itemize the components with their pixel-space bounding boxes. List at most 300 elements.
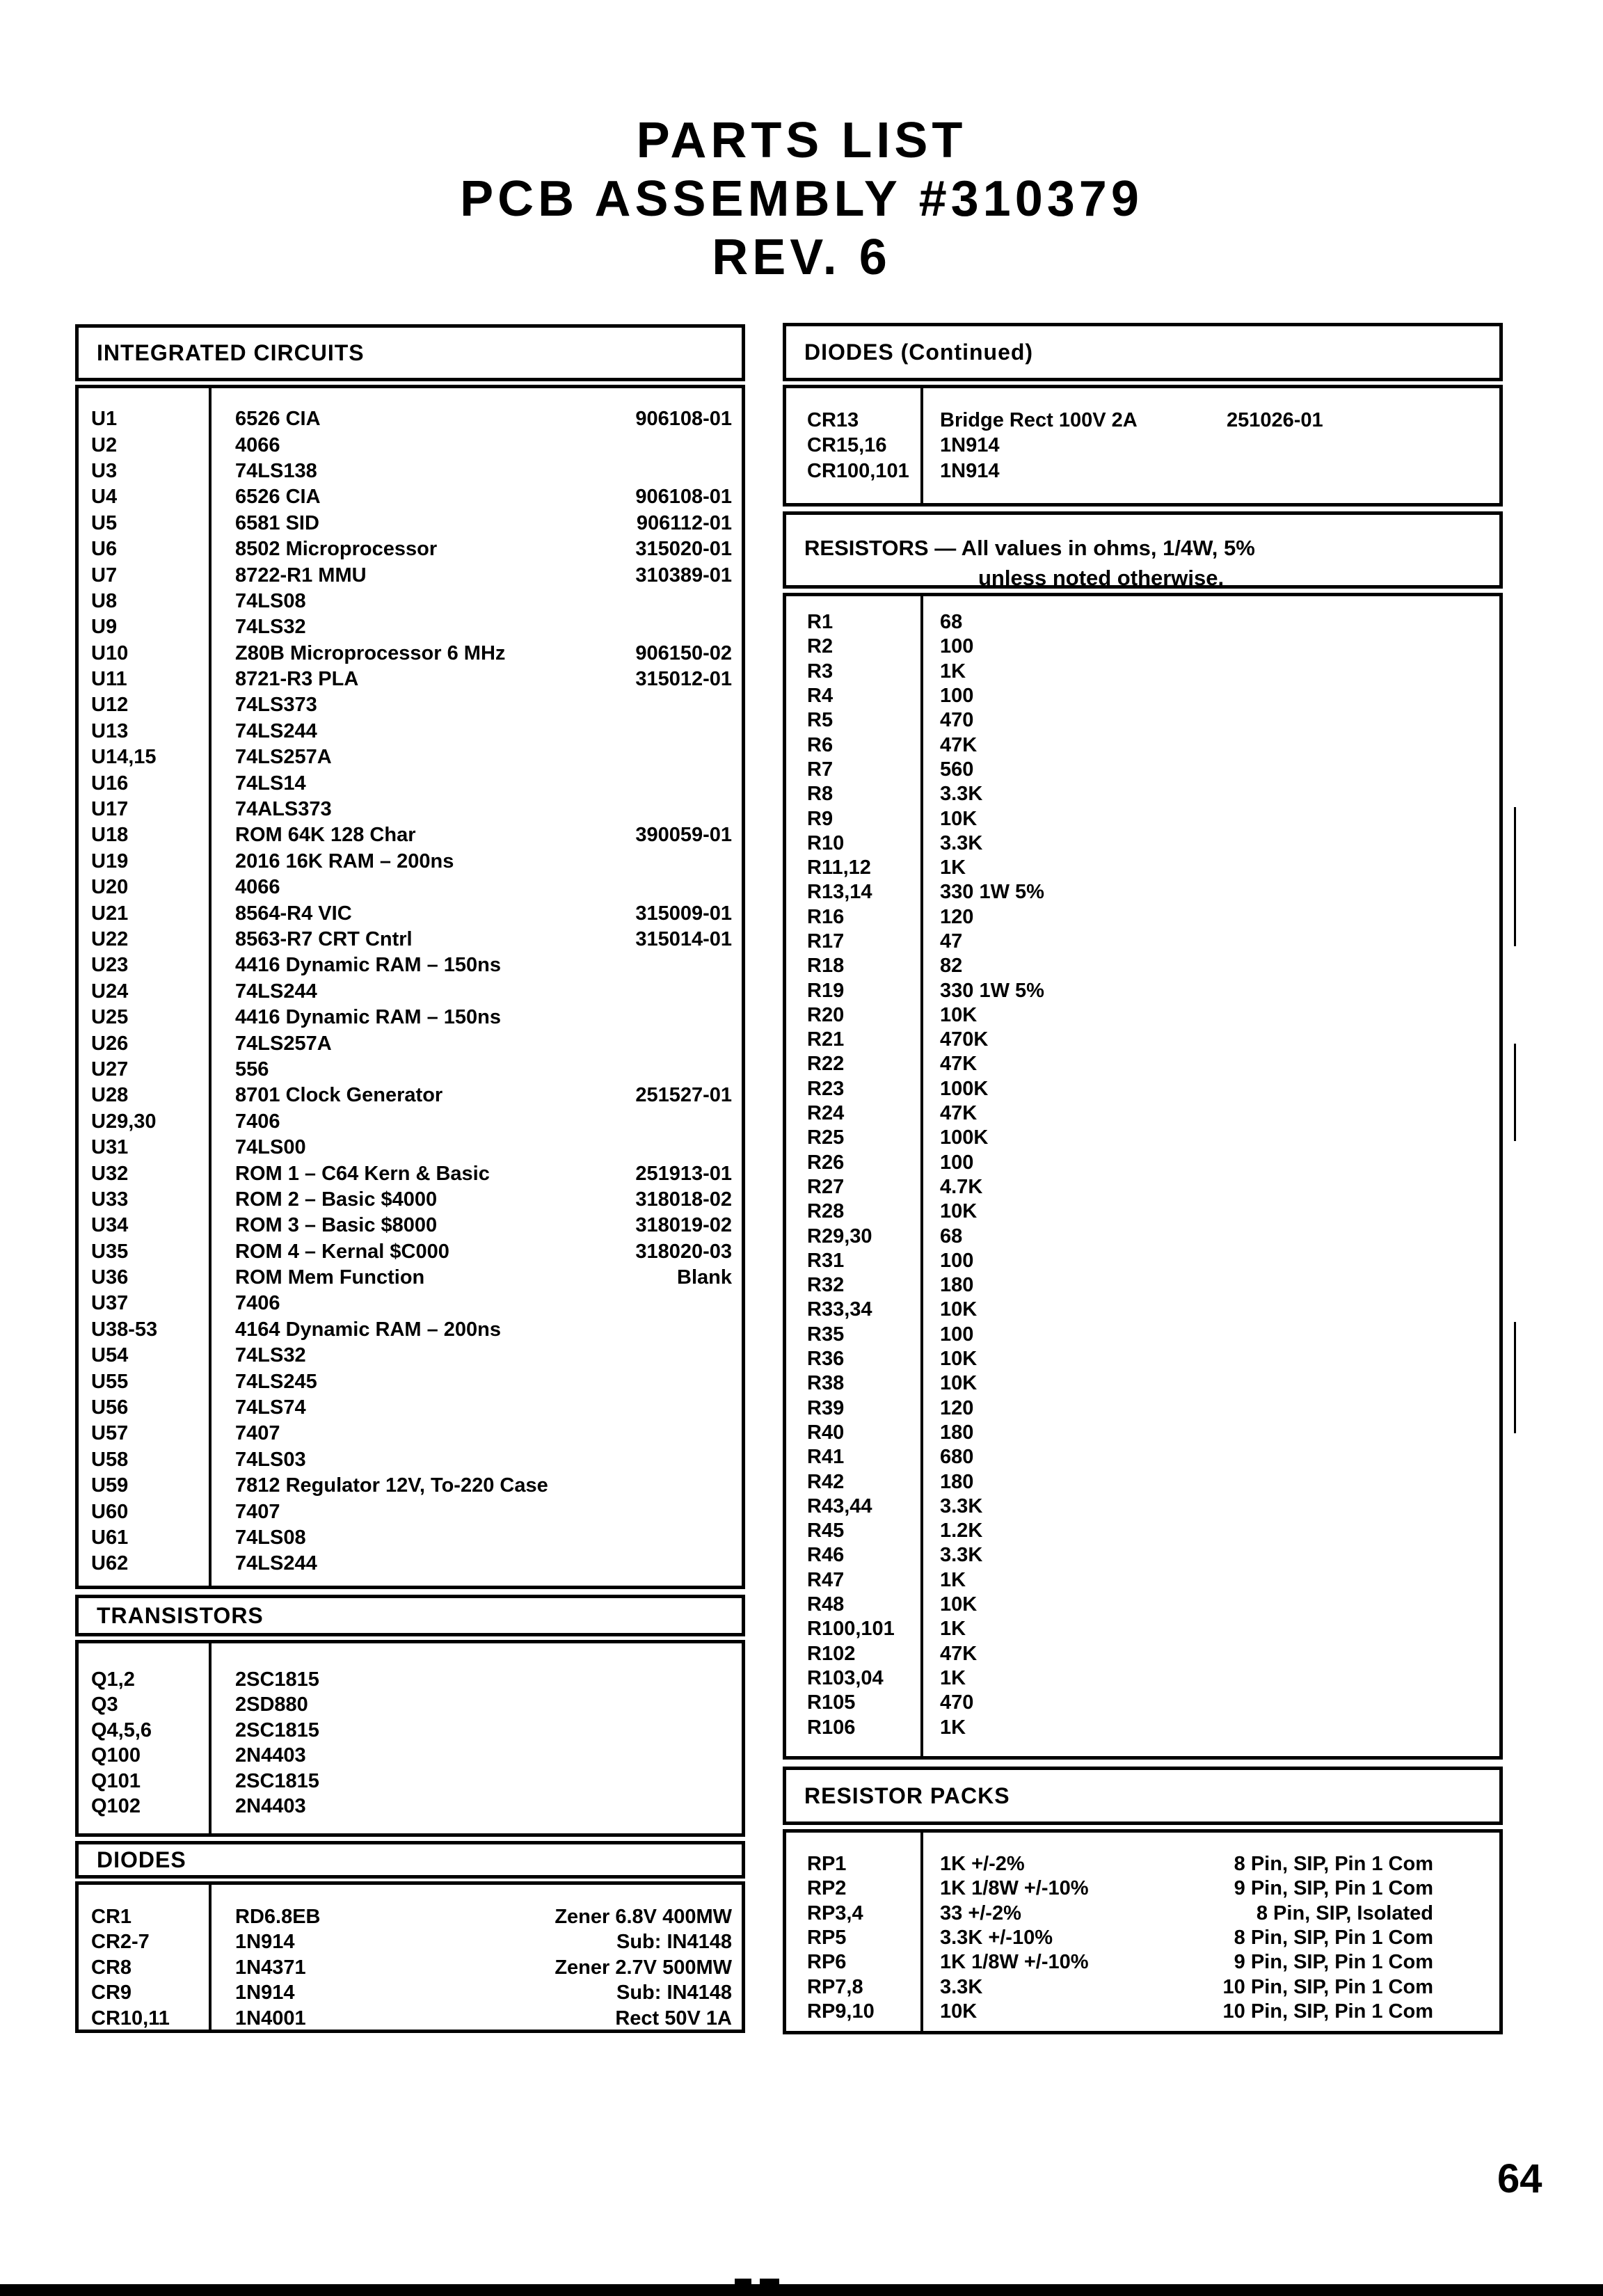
ref-cell: R10 [807, 831, 845, 854]
resistors-heading-note: — All values in ohms, 1/4W, 5% [934, 536, 1255, 560]
part-number-cell: 315009-01 [635, 902, 732, 925]
ref-cell: U1 [91, 408, 118, 431]
table-row [786, 1151, 1499, 1175]
ref-cell: U27 [91, 1058, 129, 1081]
ref-cell: R17 [807, 930, 845, 952]
ref-cell: U11 [91, 668, 127, 691]
table-row [79, 459, 742, 484]
description-cell: 1N4001 [235, 2007, 306, 2030]
part-number-cell: 390059-01 [635, 824, 732, 847]
description-cell: 6581 SID [235, 511, 319, 534]
table-row [79, 1213, 742, 1238]
description-cell: 74LS138 [235, 459, 317, 482]
value-cell: 1K 1/8W +/-10% [940, 1951, 1089, 1974]
ref-cell: R3 [807, 660, 834, 683]
ref-cell: U35 [91, 1240, 129, 1263]
table-row [79, 406, 742, 432]
description-cell: 4416 Dynamic RAM – 150ns [235, 1006, 502, 1029]
ref-cell: CR100,101 [807, 459, 909, 482]
part-number-cell: 906108-01 [635, 486, 732, 509]
description-cell: 74LS257A [235, 1032, 332, 1055]
table-row [786, 2000, 1499, 2024]
ref-cell: R18 [807, 955, 845, 978]
table-row [786, 1469, 1499, 1494]
pins-cell: 8 Pin, SIP, Pin 1 Com [1234, 1927, 1433, 1950]
ref-cell: U36 [91, 1266, 129, 1289]
ref-cell: U61 [91, 1526, 129, 1549]
ref-cell: U2 [91, 433, 118, 456]
ref-cell: Q1,2 [91, 1668, 135, 1691]
table-row [79, 1473, 742, 1499]
ref-cell: U7 [91, 564, 118, 587]
value-cell: 330 1W 5% [940, 979, 1044, 1002]
ref-cell: R105 [807, 1691, 856, 1714]
ref-cell: CR15,16 [807, 434, 887, 457]
description-cell: 2N4403 [235, 1744, 306, 1767]
value-cell: 1K +/-2% [940, 1853, 1025, 1876]
description-cell: 8701 Clock Generator [235, 1084, 443, 1107]
table-row [79, 797, 742, 822]
ref-cell: R2 [807, 635, 834, 658]
value-cell: 120 [940, 1396, 974, 1419]
ref-cell: U25 [91, 1006, 129, 1029]
value-cell: 100 [940, 1249, 974, 1272]
ref-cell: R25 [807, 1126, 845, 1149]
ref-cell: R21 [807, 1028, 845, 1051]
note-cell: Sub: IN4148 [616, 1931, 732, 1954]
ref-cell: U6 [91, 538, 118, 561]
value-cell: 100K [940, 1126, 989, 1149]
description-cell: 7812 Regulator 12V, To-220 Case [235, 1474, 548, 1497]
description-cell: 8722-R1 MMU [235, 564, 367, 587]
table-row [79, 744, 742, 770]
table-row [786, 684, 1499, 708]
description-cell: 74LS08 [235, 589, 306, 612]
note-cell: Zener 2.7V 500MW [555, 1956, 732, 1979]
description-cell: RD6.8EB [235, 1905, 321, 1928]
ref-cell: U5 [91, 511, 118, 534]
ref-cell: U62 [91, 1552, 129, 1575]
description-cell: 8721-R3 PLA [235, 668, 359, 691]
value-cell: 180 [940, 1470, 974, 1493]
ref-cell: RP6 [807, 1951, 847, 1974]
ref-cell: U16 [91, 772, 129, 795]
table-row [79, 1930, 742, 1956]
part-number-cell: 315020-01 [635, 538, 732, 561]
value-cell: 100 [940, 1151, 974, 1174]
section-resistors-header [783, 511, 1503, 589]
value-cell: 560 [940, 758, 974, 781]
table-row [786, 1691, 1499, 1715]
ref-cell: U19 [91, 850, 129, 872]
table-row [786, 1421, 1499, 1445]
section-resistor-packs-header [783, 1767, 1503, 1825]
ref-cell: U33 [91, 1188, 129, 1211]
pins-cell: 8 Pin, SIP, Isolated [1256, 1902, 1433, 1924]
ref-cell: U13 [91, 719, 129, 742]
ref-cell: R29,30 [807, 1225, 872, 1247]
table-row [786, 1975, 1499, 1999]
table-row [786, 1568, 1499, 1593]
table-row [79, 1135, 742, 1161]
ref-cell: R47 [807, 1568, 845, 1591]
value-cell: 10K [940, 807, 978, 830]
table-row [786, 1852, 1499, 1876]
table-row [79, 875, 742, 900]
resistor-packs-table [783, 1829, 1503, 2034]
table-row [786, 1666, 1499, 1691]
ref-cell: R1 [807, 611, 834, 634]
scan-artifact [1514, 1044, 1516, 1141]
value-cell: 47K [940, 733, 978, 756]
section-heading: DIODES (Continued) [804, 339, 1034, 365]
ref-cell: U54 [91, 1344, 129, 1367]
ref-cell: U18 [91, 824, 129, 847]
table-row [786, 408, 1499, 433]
ref-cell: R5 [807, 709, 834, 732]
description-cell: 74LS244 [235, 719, 317, 742]
value-cell: 180 [940, 1421, 974, 1444]
table-row [786, 1052, 1499, 1076]
table-row [786, 1249, 1499, 1273]
description-cell: 1N4371 [235, 1956, 306, 1979]
ref-cell: R45 [807, 1520, 845, 1542]
table-row [786, 856, 1499, 880]
transistors-table [75, 1640, 745, 1837]
ref-cell: U56 [91, 1396, 129, 1419]
ref-cell: R35 [807, 1323, 845, 1346]
ref-cell: R48 [807, 1593, 845, 1616]
table-row [79, 1718, 742, 1744]
description-cell: 4066 [235, 876, 280, 899]
note-cell: Sub: IN4148 [616, 1982, 732, 2004]
section-heading: INTEGRATED CIRCUITS [97, 340, 365, 365]
description-cell: 4416 Dynamic RAM – 150ns [235, 954, 502, 977]
table-row [79, 1109, 742, 1135]
table-row [79, 822, 742, 848]
value-cell: 1K [940, 660, 966, 683]
value-cell: 10K [940, 1348, 978, 1371]
part-number-cell: 318019-02 [635, 1214, 732, 1237]
ref-cell: U3 [91, 459, 118, 482]
value-cell: 100 [940, 635, 974, 658]
value-cell: 100 [940, 1323, 974, 1346]
table-row [786, 1617, 1499, 1641]
ref-cell: Q4,5,6 [91, 1719, 152, 1741]
description-cell: 556 [235, 1058, 269, 1081]
ref-cell: U10 [91, 641, 129, 664]
ref-cell: U29,30 [91, 1110, 157, 1133]
value-cell: 100K [940, 1077, 989, 1100]
ref-cell: CR9 [91, 1982, 132, 2004]
table-row [786, 1396, 1499, 1421]
pins-cell: 10 Pin, SIP, Pin 1 Com [1222, 1975, 1433, 1998]
description-cell: 2N4403 [235, 1795, 306, 1818]
ref-cell: U58 [91, 1448, 129, 1471]
part-number-cell: 318020-03 [635, 1240, 732, 1263]
description-cell: ROM Mem Function [235, 1266, 425, 1289]
description-cell: 74LS257A [235, 746, 332, 769]
table-row [786, 905, 1499, 930]
description-cell: 8502 Microprocessor [235, 538, 438, 561]
ref-cell: Q102 [91, 1795, 141, 1818]
value-cell: 1.2K [940, 1520, 983, 1542]
bottom-scan-bar [0, 2284, 1603, 2296]
ref-cell: CR10,11 [91, 2007, 170, 2030]
ref-cell: R40 [807, 1421, 845, 1444]
table-row [79, 849, 742, 875]
value-cell: 330 1W 5% [940, 881, 1044, 904]
scan-artifact [735, 2279, 751, 2285]
ref-cell: R41 [807, 1446, 845, 1469]
ref-cell: U17 [91, 798, 129, 821]
ref-cell: R13,14 [807, 881, 872, 904]
description-cell: 6526 CIA [235, 408, 321, 431]
table-row [79, 1525, 742, 1551]
description-cell: 1N914 [235, 1982, 295, 2004]
section-diodes-continued-header [783, 323, 1503, 381]
table-row [786, 1126, 1499, 1150]
table-row [786, 733, 1499, 757]
part-number-cell: 906112-01 [636, 511, 732, 534]
ref-cell: R38 [807, 1372, 845, 1395]
table-row [79, 1395, 742, 1421]
table-row [79, 536, 742, 562]
table-row [786, 831, 1499, 856]
description-cell: 4164 Dynamic RAM – 200ns [235, 1318, 502, 1341]
ref-cell: RP7,8 [807, 1975, 863, 1998]
description-cell: 7407 [235, 1500, 280, 1523]
description-cell: 2SC1815 [235, 1769, 319, 1792]
table-row [786, 1347, 1499, 1371]
table-row [786, 1926, 1499, 1950]
table-row [786, 1593, 1499, 1617]
description-cell: 6526 CIA [235, 486, 321, 509]
table-row [79, 614, 742, 640]
value-cell: 1K [940, 1568, 966, 1591]
part-number-cell: 906108-01 [635, 408, 732, 431]
value-cell: 1K 1/8W +/-10% [940, 1877, 1089, 1900]
ref-cell: U59 [91, 1474, 129, 1497]
table-row [79, 511, 742, 536]
part-number-cell: 310389-01 [635, 564, 732, 587]
ref-cell: R23 [807, 1077, 845, 1100]
description-cell: 74LS245 [235, 1370, 317, 1393]
description-cell: 74LS08 [235, 1526, 306, 1549]
pins-cell: 10 Pin, SIP, Pin 1 Com [1222, 2000, 1433, 2023]
ref-cell: U26 [91, 1032, 129, 1055]
ref-cell: R4 [807, 685, 834, 708]
ref-cell: RP3,4 [807, 1902, 863, 1924]
pins-cell: 8 Pin, SIP, Pin 1 Com [1234, 1853, 1433, 1876]
table-row [79, 1447, 742, 1473]
ref-cell: U23 [91, 954, 129, 977]
ref-cell: U4 [91, 486, 118, 509]
ref-cell: CR8 [91, 1956, 132, 1979]
ref-cell: R106 [807, 1716, 856, 1739]
resistors-heading-note-2: unless noted otherwise. [978, 566, 1225, 590]
table-row [79, 667, 742, 692]
ref-cell: Q101 [91, 1769, 141, 1792]
table-row [786, 1543, 1499, 1568]
description-cell: Z80B Microprocessor 6 MHz [235, 641, 506, 664]
description-cell: 1N914 [235, 1931, 295, 1954]
note-cell: Zener 6.8V 400MW [555, 1905, 732, 1928]
description-cell: 2SC1815 [235, 1719, 319, 1741]
table-row [786, 1003, 1499, 1028]
table-row [786, 708, 1499, 733]
table-row [79, 1499, 742, 1524]
value-cell: 10K [940, 1298, 978, 1321]
description-cell: 1N914 [940, 459, 1000, 482]
table-row [786, 1519, 1499, 1543]
ref-cell: U21 [91, 902, 129, 925]
pins-cell: 9 Pin, SIP, Pin 1 Com [1234, 1951, 1433, 1974]
table-row [786, 1876, 1499, 1901]
description-cell: 74LS74 [235, 1396, 306, 1419]
value-cell: 180 [940, 1274, 974, 1297]
ref-cell: R32 [807, 1274, 845, 1297]
description-cell: 7406 [235, 1292, 280, 1315]
part-number-cell: 318018-02 [635, 1188, 732, 1211]
part-number-cell: 315012-01 [635, 668, 732, 691]
table-row [79, 562, 742, 588]
value-cell: 470 [940, 709, 974, 732]
description-cell: 4066 [235, 433, 280, 456]
ref-cell: R11,12 [807, 856, 871, 879]
table-row [786, 1028, 1499, 1052]
value-cell: 3.3K [940, 831, 983, 854]
table-row [79, 1343, 742, 1369]
value-cell: 3.3K [940, 1975, 983, 1998]
table-row [79, 719, 742, 744]
value-cell: 120 [940, 905, 974, 928]
description-cell: 8564-R4 VIC [235, 902, 352, 925]
section-heading: RESISTOR PACKS [804, 1783, 1010, 1808]
part-number-cell: 315014-01 [635, 928, 732, 950]
table-row [786, 1101, 1499, 1126]
value-cell: 47K [940, 1102, 978, 1125]
ref-cell: U31 [91, 1136, 129, 1159]
ref-cell: R16 [807, 905, 845, 928]
ref-cell: Q3 [91, 1693, 118, 1716]
resistors-table [783, 593, 1503, 1760]
scan-artifact [760, 2279, 779, 2285]
value-cell: 1K [940, 1666, 966, 1689]
table-row [786, 782, 1499, 806]
ref-cell: R26 [807, 1151, 845, 1174]
ref-cell: U8 [91, 589, 118, 612]
table-row [786, 1298, 1499, 1322]
ref-cell: R8 [807, 783, 834, 806]
table-row [79, 1369, 742, 1394]
section-heading: RESISTORS [804, 536, 929, 560]
table-row [79, 2006, 742, 2032]
ref-cell: R19 [807, 979, 845, 1002]
table-row [79, 1744, 742, 1769]
table-row [79, 1291, 742, 1316]
ref-cell: R39 [807, 1396, 845, 1419]
title-line-3: REV. 6 [712, 230, 891, 285]
ref-cell: R100,101 [807, 1618, 895, 1641]
table-row [786, 1323, 1499, 1347]
table-row [79, 1030, 742, 1056]
table-row [786, 1715, 1499, 1739]
table-row [786, 930, 1499, 954]
table-row [79, 1693, 742, 1719]
table-row [79, 432, 742, 458]
ref-cell: R24 [807, 1102, 845, 1125]
value-cell: 3.3K [940, 1494, 983, 1517]
ref-cell: RP9,10 [807, 2000, 875, 2023]
description-cell: 7407 [235, 1422, 280, 1445]
title-line-1: PARTS LIST [636, 113, 967, 168]
integrated-circuits-table [75, 385, 745, 1589]
description-cell: 74LS14 [235, 772, 306, 795]
value-cell: 47K [940, 1642, 978, 1665]
table-row [79, 952, 742, 978]
table-row [79, 979, 742, 1005]
table-row [79, 484, 742, 510]
table-row [79, 1083, 742, 1108]
ref-cell: R102 [807, 1642, 856, 1665]
ref-cell: CR1 [91, 1905, 132, 1928]
ref-cell: U24 [91, 980, 129, 1003]
ref-cell: R42 [807, 1470, 845, 1493]
table-row [786, 1445, 1499, 1469]
description-cell: 74LS244 [235, 980, 317, 1003]
value-cell: 1K [940, 1618, 966, 1641]
table-row [79, 1667, 742, 1693]
value-cell: 33 +/-2% [940, 1902, 1021, 1924]
table-row [79, 1955, 742, 1981]
ref-cell: R103,04 [807, 1666, 884, 1689]
ref-cell: CR13 [807, 408, 859, 431]
part-number-cell: 906150-02 [635, 641, 732, 664]
table-row [786, 1199, 1499, 1224]
pins-cell: 9 Pin, SIP, Pin 1 Com [1234, 1877, 1433, 1900]
description-cell: 74LS32 [235, 616, 306, 639]
ref-cell: U22 [91, 928, 129, 950]
part-number-cell: 251527-01 [635, 1084, 732, 1107]
table-row [79, 927, 742, 952]
description-cell: 7406 [235, 1110, 280, 1133]
ref-cell: CR2-7 [91, 1931, 150, 1954]
description-cell: 74LS32 [235, 1344, 306, 1367]
table-row [79, 1187, 742, 1213]
ref-cell: U60 [91, 1500, 129, 1523]
resistors-heading-line [804, 533, 1499, 563]
scan-artifact [1514, 807, 1516, 946]
ref-cell: U34 [91, 1214, 129, 1237]
note-cell: Rect 50V 1A [615, 2007, 732, 2030]
description-cell: Bridge Rect 100V 2A [940, 408, 1138, 431]
table-row [786, 1641, 1499, 1666]
ref-cell: R6 [807, 733, 834, 756]
table-row [79, 770, 742, 796]
ref-cell: U12 [91, 694, 129, 717]
ref-cell: U57 [91, 1422, 129, 1445]
table-row [79, 1005, 742, 1030]
ref-cell: RP5 [807, 1927, 847, 1950]
table-row [786, 433, 1499, 459]
table-row [786, 635, 1499, 659]
table-row [786, 978, 1499, 1003]
ref-cell: R43,44 [807, 1494, 872, 1517]
ref-cell: R22 [807, 1053, 845, 1076]
description-cell: ROM 2 – Basic $4000 [235, 1188, 438, 1211]
description-cell: 74LS00 [235, 1136, 306, 1159]
